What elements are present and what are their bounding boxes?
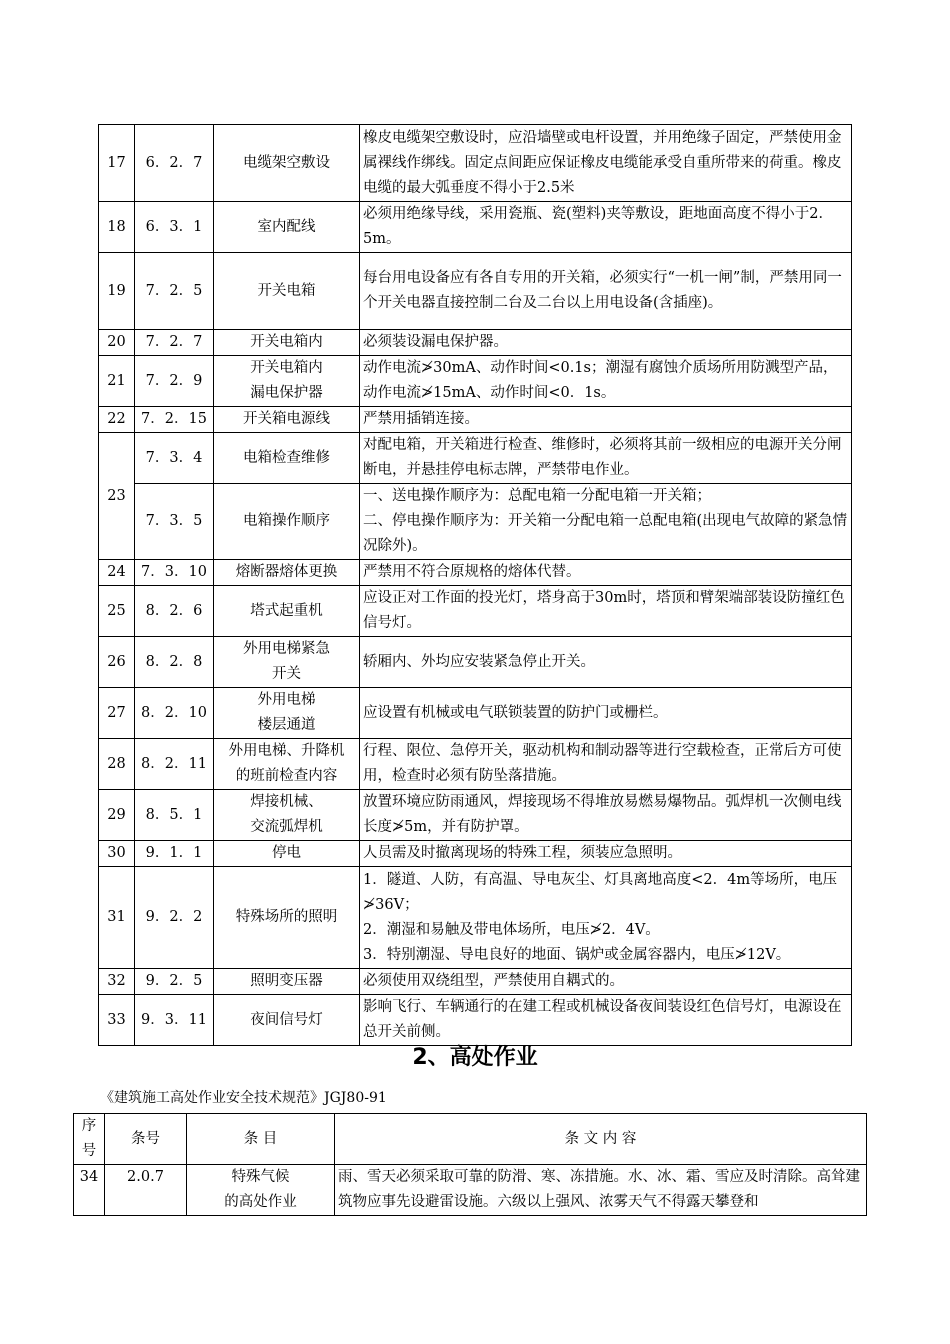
clause-number: 9．2．5 bbox=[135, 969, 214, 995]
clause-content: 行程、限位、急停开关，驱动机构和制动器等进行空载检查，正常后方可使用，检查时必须有防坠落措施。 bbox=[360, 739, 852, 790]
clause-content: 人员需及时撤离现场的特殊工程，须装应急照明。 bbox=[360, 841, 852, 867]
item-name bbox=[214, 739, 360, 790]
clause-content: 每台用电设备应有各自专用的开关箱，必须实行“一机一闸”制，严禁用同一个开关电器直接控制二台及二台以上用电设备(含插座)。 bbox=[360, 253, 852, 330]
row-number: 32 bbox=[99, 969, 135, 995]
item-name-line: 外用电梯、升降机 bbox=[228, 743, 345, 759]
section-heading: 2、高处作业 bbox=[412, 1045, 538, 1070]
clause-content: 严禁用不符合原规格的熔体代替。 bbox=[360, 560, 852, 586]
electrical-safety-table bbox=[98, 124, 852, 1046]
row-number: 26 bbox=[99, 637, 135, 688]
item-name-line: 交流弧焊机 bbox=[250, 819, 323, 835]
table-row bbox=[99, 790, 852, 841]
table-row bbox=[99, 253, 852, 330]
item-name-line: 漏电保护器 bbox=[250, 385, 323, 401]
clause-content: 必须使用双绕组型，严禁使用自耦式的。 bbox=[360, 969, 852, 995]
standard-source: 《建筑施工高处作业安全技术规范》JGJ80-91 bbox=[100, 1090, 387, 1106]
content-line: 3．特别潮湿、导电良好的地面、锅炉或金属容器内，电压≯12V。 bbox=[363, 946, 791, 963]
clause-content: 橡皮电缆架空敷设时，应沿墙壁或电杆设置，并用绝缘子固定，严禁使用金属裸线作绑线。固定点间距应保证橡皮电缆能承受自重所带来的荷重。橡皮电缆的最大弧垂度不得小于2.5米 bbox=[360, 125, 852, 202]
clause-content: 放置环境应防雨通风，焊接现场不得堆放易燃易爆物品。弧焊机一次侧电线长度≯5m，并有防护罩。 bbox=[360, 790, 852, 841]
table-row bbox=[99, 841, 852, 867]
table-row bbox=[99, 202, 852, 253]
content-line: 1．隧道、人防，有高温、导电灰尘、灯具离地高度<2．4m等场所，电压≯36V； bbox=[363, 871, 838, 913]
item-name: 电箱检查维修 bbox=[214, 433, 360, 484]
row-number: 27 bbox=[99, 688, 135, 739]
row-number: 25 bbox=[99, 586, 135, 637]
clause-number: 9．1．1 bbox=[135, 841, 214, 867]
table-row bbox=[99, 739, 852, 790]
clause-content: 必须装设漏电保护器。 bbox=[360, 330, 852, 356]
row-number: 18 bbox=[99, 202, 135, 253]
item-name: 电箱操作顺序 bbox=[214, 484, 360, 560]
table-row bbox=[99, 995, 852, 1046]
item-name bbox=[187, 1165, 335, 1216]
item-name-line: 焊接机械、 bbox=[250, 794, 323, 810]
item-name: 夜间信号灯 bbox=[214, 995, 360, 1046]
clause-number: 7．2．7 bbox=[135, 330, 214, 356]
header-number-line: 号 bbox=[81, 1143, 97, 1159]
item-name-line: 楼层通道 bbox=[257, 717, 316, 733]
clause-number: 7．3．5 bbox=[135, 484, 214, 560]
row-number: 28 bbox=[99, 739, 135, 790]
clause-number: 7．2．15 bbox=[135, 407, 214, 433]
header-clause: 条号 bbox=[105, 1114, 187, 1165]
table-row bbox=[99, 586, 852, 637]
row-number: 19 bbox=[99, 253, 135, 330]
item-name: 室内配线 bbox=[214, 202, 360, 253]
item-name: 停电 bbox=[214, 841, 360, 867]
content-line: 2．潮湿和易触及带电体场所，电压≯2．4V。 bbox=[363, 921, 660, 938]
row-number: 17 bbox=[99, 125, 135, 202]
clause-content: 应设置有机械或电气联锁装置的防护门或栅栏。 bbox=[360, 688, 852, 739]
row-number: 31 bbox=[99, 867, 135, 969]
clause-content: 应设正对工作面的投光灯，塔身高于30m时，塔顶和臂架端部装设防撞红色信号灯。 bbox=[360, 586, 852, 637]
content-line: 二、停电操作顺序为：开关箱一分配电箱一总配电箱(出现电气故障的紧急情况除外)。 bbox=[363, 513, 848, 554]
header-content: 条 文 内 容 bbox=[335, 1114, 867, 1165]
clause-content: 影响飞行、车辆通行的在建工程或机械设备夜间装设红色信号灯，电源设在总开关前侧。 bbox=[360, 995, 852, 1046]
item-name: 熔断器熔体更换 bbox=[214, 560, 360, 586]
item-name: 塔式起重机 bbox=[214, 586, 360, 637]
row-number: 30 bbox=[99, 841, 135, 867]
clause-content: 轿厢内、外均应安装紧急停止开关。 bbox=[360, 637, 852, 688]
table-row bbox=[99, 356, 852, 407]
clause-number: 9．2．2 bbox=[135, 867, 214, 969]
clause-content: 雨、雪天必须采取可靠的防滑、寒、冻措施。水、冰、霜、雪应及时清除。高耸建筑物应事先设避雷设施。六级以上强风、浓雾天气不得露天攀登和 bbox=[335, 1165, 867, 1216]
item-name bbox=[214, 637, 360, 688]
table-row bbox=[99, 560, 852, 586]
item-name bbox=[214, 356, 360, 407]
row-number: 20 bbox=[99, 330, 135, 356]
clause-number: 8．2．11 bbox=[135, 739, 214, 790]
item-name-line: 开关 bbox=[272, 666, 301, 682]
table-row bbox=[99, 867, 852, 969]
item-name-line: 的班前检查内容 bbox=[235, 768, 338, 784]
clause-number: 6．2．7 bbox=[135, 125, 214, 202]
item-name-line: 外用电梯 bbox=[257, 692, 316, 708]
clause-number: 7．3．10 bbox=[135, 560, 214, 586]
item-name: 开关箱电源线 bbox=[214, 407, 360, 433]
row-number: 22 bbox=[99, 407, 135, 433]
table-row bbox=[99, 969, 852, 995]
clause-content: 对配电箱，开关箱进行检查、维修时，必须将其前一级相应的电源开关分闸断电，并悬挂停电标志牌，严禁带电作业。 bbox=[360, 433, 852, 484]
clause-number: 6．3．1 bbox=[135, 202, 214, 253]
item-name: 开关电箱 bbox=[214, 253, 360, 330]
clause-number: 7．2．5 bbox=[135, 253, 214, 330]
row-number: 21 bbox=[99, 356, 135, 407]
item-name: 电缆架空敷设 bbox=[214, 125, 360, 202]
row-number: 23 bbox=[99, 433, 135, 560]
work-at-height-table bbox=[73, 1113, 867, 1216]
clause-number: 2.0.7 bbox=[105, 1165, 187, 1216]
row-number: 24 bbox=[99, 560, 135, 586]
header-number-line: 序 bbox=[81, 1118, 97, 1134]
item-name-line: 开关电箱内 bbox=[250, 360, 323, 376]
clause-number: 9．3．11 bbox=[135, 995, 214, 1046]
clause-content: 严禁用插销连接。 bbox=[360, 407, 852, 433]
table-row bbox=[99, 433, 852, 484]
clause-content bbox=[360, 484, 852, 560]
table-row bbox=[99, 407, 852, 433]
table-row bbox=[99, 688, 852, 739]
header-item: 条 目 bbox=[187, 1114, 335, 1165]
table-row bbox=[99, 637, 852, 688]
table-header-row bbox=[74, 1114, 867, 1165]
item-name: 照明变压器 bbox=[214, 969, 360, 995]
clause-number: 8．5．1 bbox=[135, 790, 214, 841]
table-row bbox=[99, 484, 852, 560]
clause-content bbox=[360, 867, 852, 969]
item-name-line: 特殊气候 bbox=[231, 1169, 290, 1185]
clause-number: 8．2．8 bbox=[135, 637, 214, 688]
item-name bbox=[214, 790, 360, 841]
table-row bbox=[99, 125, 852, 202]
clause-content: 动作电流≯30mA、动作时间<0.1s；潮湿有腐蚀介质场所用防溅型产品，动作电流≯15mA、动作时间<0．1s。 bbox=[360, 356, 852, 407]
item-name-line: 外用电梯紧急 bbox=[243, 641, 330, 657]
table-row bbox=[74, 1165, 867, 1216]
row-number: 34 bbox=[74, 1165, 105, 1216]
table-row bbox=[99, 330, 852, 356]
clause-number: 7．2．9 bbox=[135, 356, 214, 407]
item-name: 开关电箱内 bbox=[214, 330, 360, 356]
clause-number: 7．3．4 bbox=[135, 433, 214, 484]
header-number bbox=[74, 1114, 105, 1165]
row-number: 33 bbox=[99, 995, 135, 1046]
clause-number: 8．2．10 bbox=[135, 688, 214, 739]
item-name bbox=[214, 688, 360, 739]
content-line: 一、送电操作顺序为：总配电箱一分配电箱一开关箱； bbox=[363, 488, 711, 504]
clause-number: 8．2．6 bbox=[135, 586, 214, 637]
item-name: 特殊场所的照明 bbox=[214, 867, 360, 969]
row-number: 29 bbox=[99, 790, 135, 841]
clause-content: 必须用绝缘导线，采用瓷瓶、瓷(塑料)夹等敷设，距地面高度不得小于2．5m。 bbox=[360, 202, 852, 253]
item-name-line: 的高处作业 bbox=[224, 1194, 297, 1210]
